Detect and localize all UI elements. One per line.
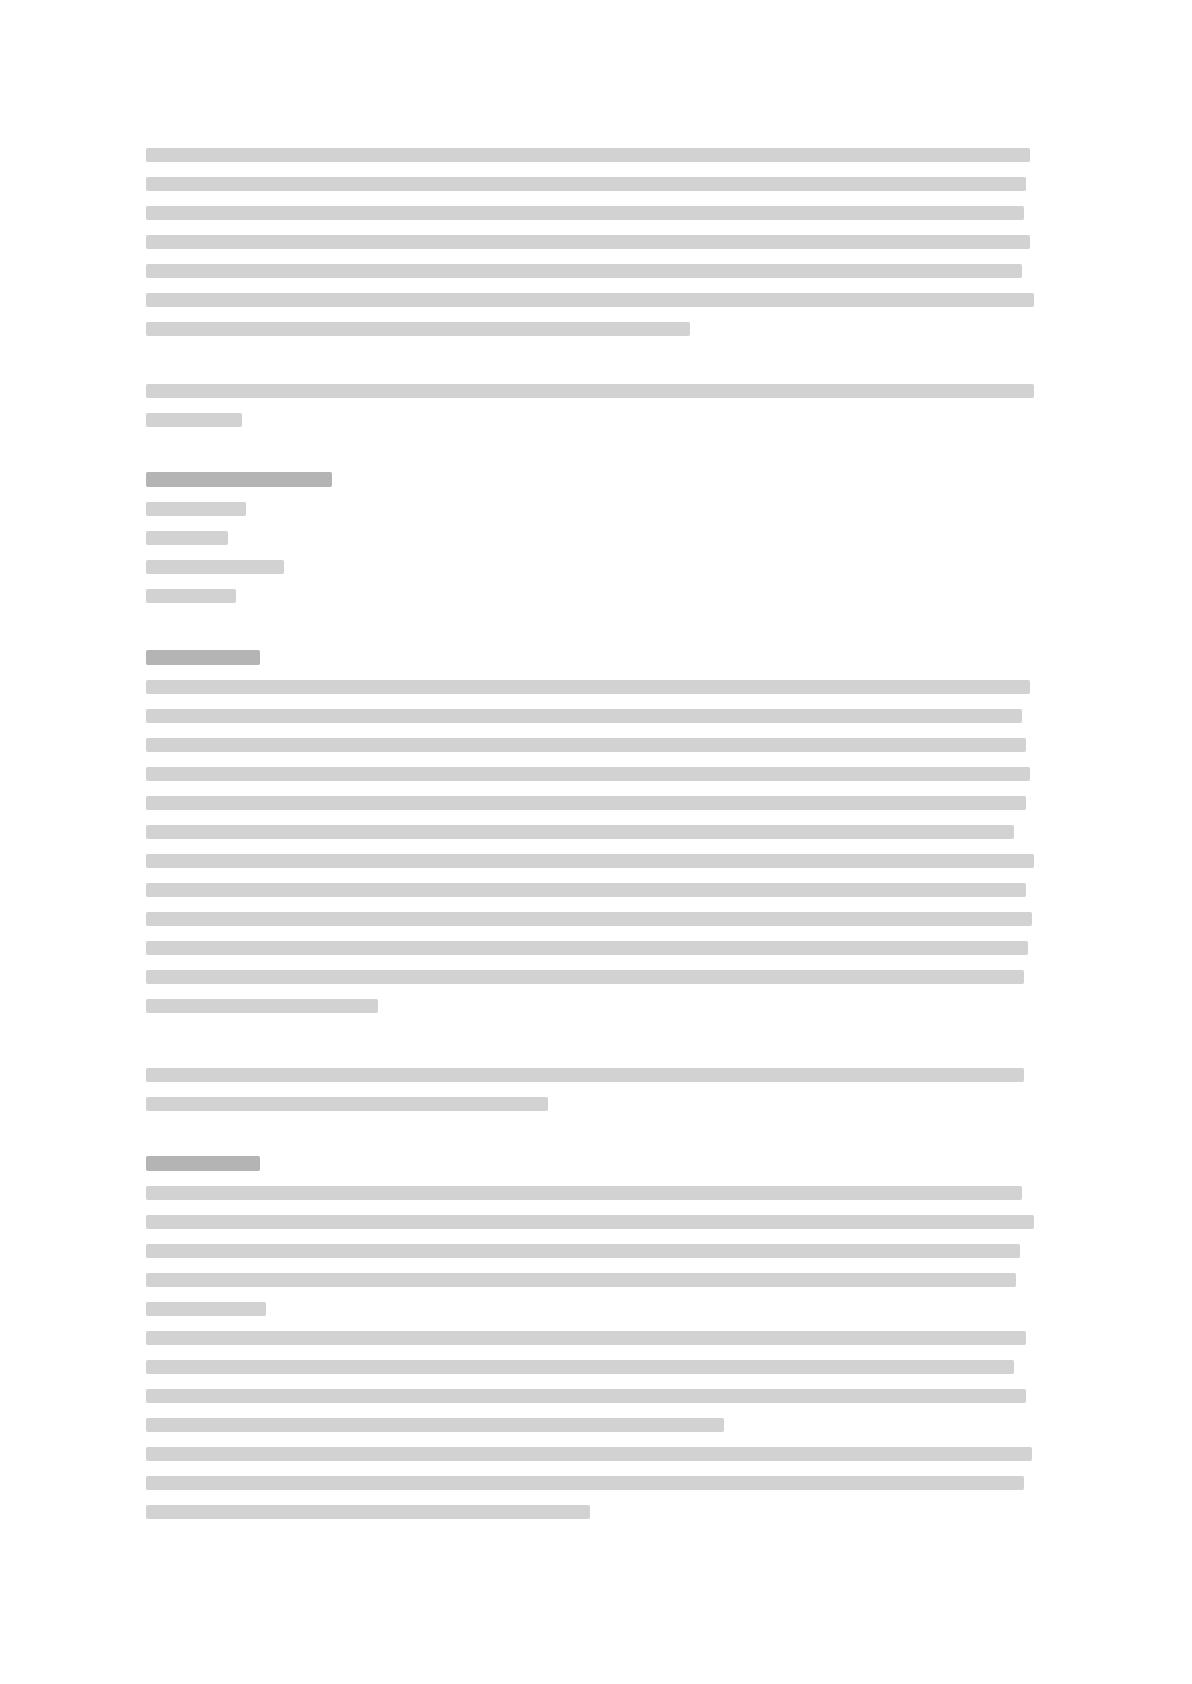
- text-line: [146, 264, 1022, 278]
- text-line: [146, 322, 690, 336]
- text-line: [146, 767, 1030, 781]
- text-line: [146, 1273, 1016, 1287]
- text-line: [146, 1068, 1024, 1082]
- key-concepts-heading-line: [146, 472, 332, 487]
- text-line: [146, 384, 1034, 398]
- text-line: [146, 680, 1030, 694]
- text-line: [146, 1215, 1034, 1229]
- key-concepts-item: [146, 502, 246, 516]
- text-line: [146, 941, 1028, 955]
- text-line: [146, 293, 1034, 307]
- answer-1-heading-line: [146, 650, 260, 665]
- text-line: [146, 854, 1034, 868]
- text-line: [146, 1331, 1026, 1345]
- text-line: [146, 970, 1024, 984]
- question-1: [146, 384, 1034, 442]
- text-line: [146, 825, 1014, 839]
- key-concepts-item: [146, 589, 236, 603]
- text-line: [146, 148, 1030, 162]
- intro-paragraph: [146, 148, 1034, 351]
- text-line: [146, 883, 1026, 897]
- key-concepts-item: [146, 531, 228, 545]
- text-line: [146, 1505, 590, 1519]
- text-line: [146, 177, 1026, 191]
- answer-2: [146, 1156, 1034, 1534]
- text-line: [146, 738, 1026, 752]
- text-line: [146, 1418, 724, 1432]
- text-line: [146, 235, 1030, 249]
- text-line: [146, 796, 1026, 810]
- text-line: [146, 999, 378, 1013]
- answer-2-heading-line: [146, 1156, 260, 1171]
- text-line: [146, 912, 1032, 926]
- text-line: [146, 413, 242, 427]
- text-line: [146, 709, 1022, 723]
- question-2: [146, 1068, 1024, 1126]
- key-concepts-item: [146, 560, 284, 574]
- text-line: [146, 1097, 548, 1111]
- answer-1: [146, 650, 1034, 1028]
- text-line: [146, 1360, 1014, 1374]
- text-line: [146, 1389, 1026, 1403]
- text-line: [146, 1447, 1032, 1461]
- text-line: [146, 1302, 266, 1316]
- text-line: [146, 1476, 1024, 1490]
- text-line: [146, 1186, 1022, 1200]
- text-line: [146, 206, 1024, 220]
- key-concepts: [146, 472, 332, 618]
- text-line: [146, 1244, 1020, 1258]
